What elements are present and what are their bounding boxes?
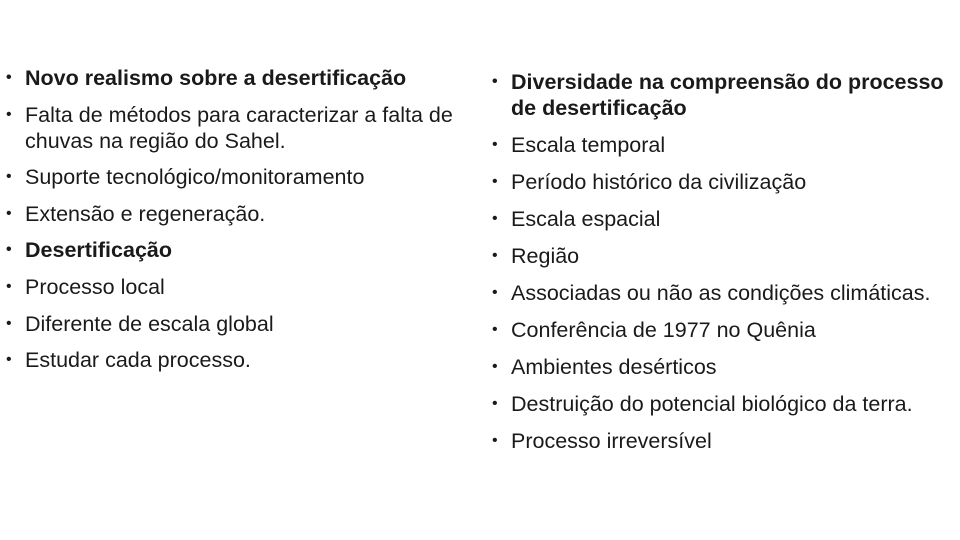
list-item (492, 428, 947, 454)
list-item (492, 317, 947, 343)
list-item (492, 69, 947, 121)
right-bullet-list (492, 69, 947, 465)
list-item-text: Processo irreversível (511, 429, 712, 453)
bullet-icon: • (6, 241, 12, 259)
list-item-text: Diferente de escala global (25, 311, 274, 336)
bullet-icon: • (492, 173, 498, 190)
list-item-text: Diversidade na compreensão do processo de desertificação (511, 70, 944, 120)
bullet-icon: • (6, 105, 12, 123)
bullet-icon: • (6, 168, 12, 186)
bullet-icon: • (492, 432, 498, 449)
bullet-icon: • (492, 321, 498, 338)
list-item-text: Suporte tecnológico/monitoramento (25, 165, 365, 190)
list-item-text: Processo local (25, 274, 165, 299)
list-item-text: Período histórico da civilização (511, 170, 807, 194)
list-item (6, 201, 476, 227)
list-item (492, 243, 947, 269)
list-item (492, 391, 947, 417)
bullet-icon: • (492, 284, 498, 301)
list-item-text: Extensão e regeneração. (25, 201, 266, 226)
bullet-icon: • (492, 136, 498, 153)
list-item-text: Ambientes desérticos (511, 355, 717, 379)
list-item-text: Falta de métodos para caracterizar a falta de chuvas na região do Sahel. (25, 102, 453, 153)
list-item (6, 102, 476, 154)
list-item (6, 65, 476, 91)
list-item-text: Escala espacial (511, 207, 661, 231)
list-item (6, 164, 476, 190)
bullet-icon: • (6, 69, 12, 86)
bullet-icon: • (6, 314, 12, 332)
list-item (492, 132, 947, 158)
list-item-text: Associadas ou não as condições climáticas. (511, 281, 931, 305)
list-item-text: Desertificação (25, 238, 172, 263)
bullet-icon: • (6, 277, 12, 295)
bullet-icon: • (492, 395, 498, 412)
bullet-icon: • (492, 247, 498, 264)
bullet-icon: • (6, 204, 12, 222)
list-item (492, 169, 947, 195)
bullet-icon: • (492, 73, 498, 90)
list-item-text: Conferência de 1977 no Quênia (511, 318, 816, 342)
left-bullet-list (6, 65, 476, 384)
bullet-icon: • (492, 210, 498, 227)
list-item-text: Destruição do potencial biológico da terra. (511, 392, 913, 416)
list-item-text: Estudar cada processo. (25, 348, 251, 373)
list-item (492, 354, 947, 380)
list-item-text: Escala temporal (511, 133, 666, 157)
list-item (492, 280, 947, 306)
list-item (492, 206, 947, 232)
list-item (6, 311, 476, 337)
list-item (6, 274, 476, 300)
list-item-text: Região (511, 244, 580, 268)
list-item (6, 347, 476, 373)
list-item-text: Novo realismo sobre a desertificação (25, 66, 407, 90)
bullet-icon: • (492, 358, 498, 375)
bullet-icon: • (6, 351, 12, 369)
list-item (6, 237, 476, 263)
